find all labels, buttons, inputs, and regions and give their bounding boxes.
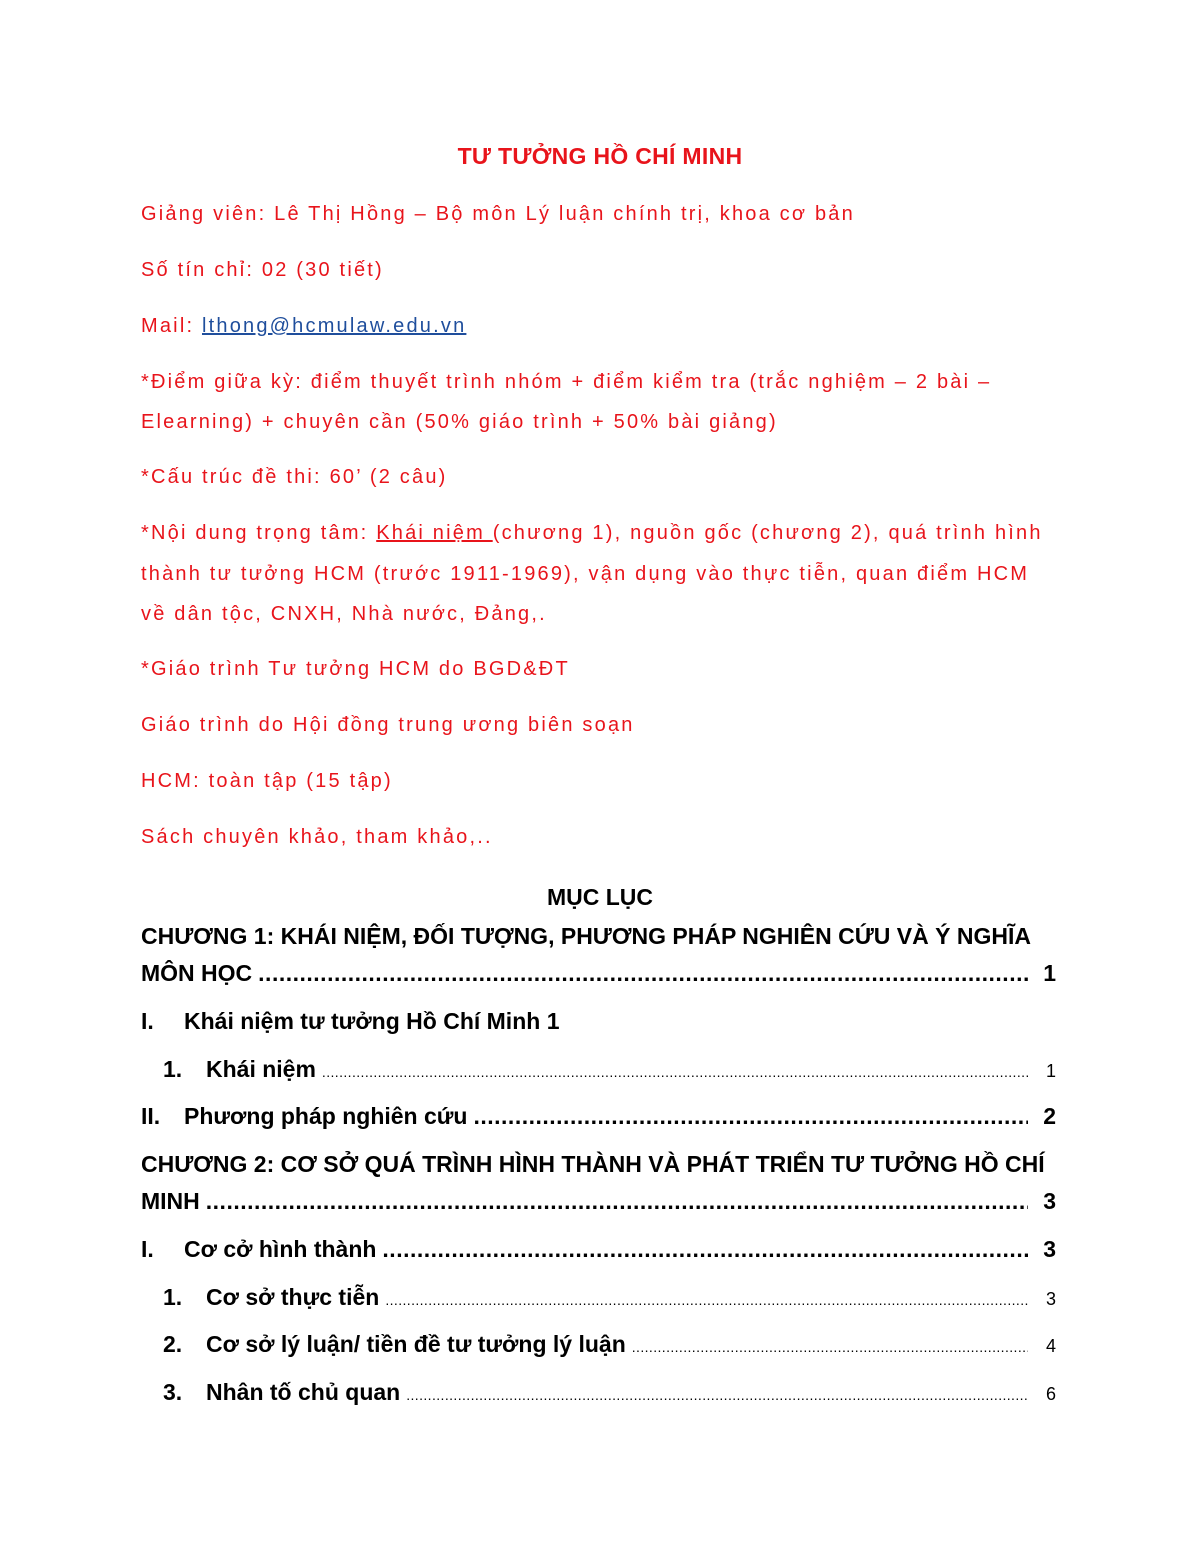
lecturer-line: Giảng viên: Lê Thị Hồng – Bộ môn Lý luận chính trị, khoa cơ bản — [141, 203, 855, 225]
toc-leader-dots — [632, 1339, 1028, 1355]
toc-page-number: 4 — [1045, 1336, 1056, 1356]
toc-subsection-2-1-1[interactable] — [141, 1284, 1056, 1316]
toc-subsection-2-1-2[interactable] — [141, 1331, 1056, 1363]
toc-number: 2. — [163, 1331, 183, 1357]
textbook-line-4: Sách chuyên khảo, tham khảo,.. — [141, 826, 493, 848]
toc-leader-dots — [382, 1236, 1028, 1263]
midterm-line-2: Elearning) + chuyên cần (50% giáo trình + 50% bài giảng) — [141, 411, 778, 433]
textbook-line-2: Giáo trình do Hội đồng trung ương biên soạn — [141, 714, 635, 736]
focus-line-2: thành tư tưởng HCM (trước 1911-1969), vận dụng vào thực tiễn, quan điểm HCM — [141, 563, 1030, 585]
toc-page-number: 3 — [1043, 1236, 1056, 1262]
focus-line-3: về dân tộc, CNXH, Nhà nước, Đảng,. — [141, 603, 547, 625]
document-title: TƯ TƯỞNG HỒ CHÍ MINH — [457, 143, 743, 169]
toc-section-1-1[interactable] — [141, 1008, 1056, 1040]
toc-text: MÔN HỌC — [141, 960, 253, 986]
toc-page-number: 3 — [1045, 1289, 1056, 1309]
toc-number: 1. — [163, 1284, 183, 1310]
toc-number: I. — [141, 1008, 154, 1034]
toc-number: 1. — [163, 1056, 183, 1082]
toc-section-1-2[interactable] — [141, 1103, 1056, 1135]
toc-page-number: 1 — [1043, 960, 1056, 986]
exam-structure-line: *Cấu trúc đề thi: 60’ (2 câu) — [141, 466, 448, 488]
toc-chapter-1-line-1[interactable]: CHƯƠNG 1: KHÁI NIỆM, ĐỐI TƯỢNG, PHƯƠNG PHÁP NGHIÊN CỨU VÀ Ý NGHĨA — [141, 923, 1031, 949]
focus-prefix: *Nội dung trọng tâm: — [141, 522, 377, 544]
mail-label: Mail: — [141, 315, 202, 337]
focus-line-1 — [141, 522, 1043, 545]
toc-chapter-2-line-1[interactable]: CHƯƠNG 2: CƠ SỞ QUÁ TRÌNH HÌNH THÀNH VÀ PHÁT TRIỂN TƯ TƯỞNG HỒ CHÍ — [141, 1151, 1045, 1177]
toc-text: Nhân tố chủ quan — [206, 1379, 401, 1405]
textbook-line-1: *Giáo trình Tư tưởng HCM do BGD&ĐT — [141, 658, 570, 680]
toc-leader-dots — [322, 1064, 1028, 1080]
textbook-line-3: HCM: toàn tập (15 tập) — [141, 770, 393, 792]
toc-text: Phương pháp nghiên cứu — [184, 1103, 468, 1129]
mail-line — [141, 315, 466, 338]
toc-text: Cơ sở thực tiễn — [206, 1284, 380, 1310]
toc-page-number: 1 — [1045, 1061, 1056, 1081]
toc-number: I. — [141, 1236, 154, 1262]
toc-leader-dots — [258, 960, 1028, 987]
toc-subsection-2-1-3[interactable] — [141, 1379, 1056, 1411]
focus-underlined: Khái niệm — [376, 522, 493, 544]
midterm-line-1: *Điểm giữa kỳ: điểm thuyết trình nhóm + điểm kiểm tra (trắc nghiệm – 2 bài – — [141, 371, 992, 393]
toc-page-number: 3 — [1043, 1188, 1056, 1214]
toc-text: MINH — [141, 1188, 200, 1214]
toc-leader-dots — [206, 1188, 1028, 1215]
toc-section-2-1[interactable] — [141, 1236, 1056, 1268]
toc-number: II. — [141, 1103, 161, 1129]
toc-text: Cơ sở lý luận/ tiền đề tư tưởng lý luận — [206, 1331, 626, 1357]
toc-text: Cơ cở hình thành — [184, 1236, 377, 1262]
focus-rest: (chương 1), nguồn gốc (chương 2), quá trình hình — [492, 522, 1043, 544]
mail-link[interactable]: lthong@hcmulaw.edu.vn — [201, 315, 467, 337]
toc-chapter-2-line-2[interactable] — [141, 1188, 1056, 1220]
toc-page-number: 2 — [1043, 1103, 1056, 1129]
toc-subsection-1-1-1[interactable] — [141, 1056, 1056, 1088]
toc-number: 3. — [163, 1379, 183, 1405]
toc-chapter-1-line-2[interactable] — [141, 960, 1056, 992]
toc-heading: MỤC LỤC — [546, 884, 654, 910]
toc-text: Khái niệm — [206, 1056, 316, 1082]
credits-line: Số tín chỉ: 02 (30 tiết) — [141, 259, 384, 281]
toc-leader-dots — [473, 1103, 1028, 1130]
toc-text: Khái niệm tư tưởng Hồ Chí Minh 1 — [184, 1008, 560, 1034]
toc-leader-dots — [406, 1387, 1028, 1403]
toc-leader-dots — [385, 1292, 1028, 1308]
toc-page-number: 6 — [1045, 1384, 1056, 1404]
